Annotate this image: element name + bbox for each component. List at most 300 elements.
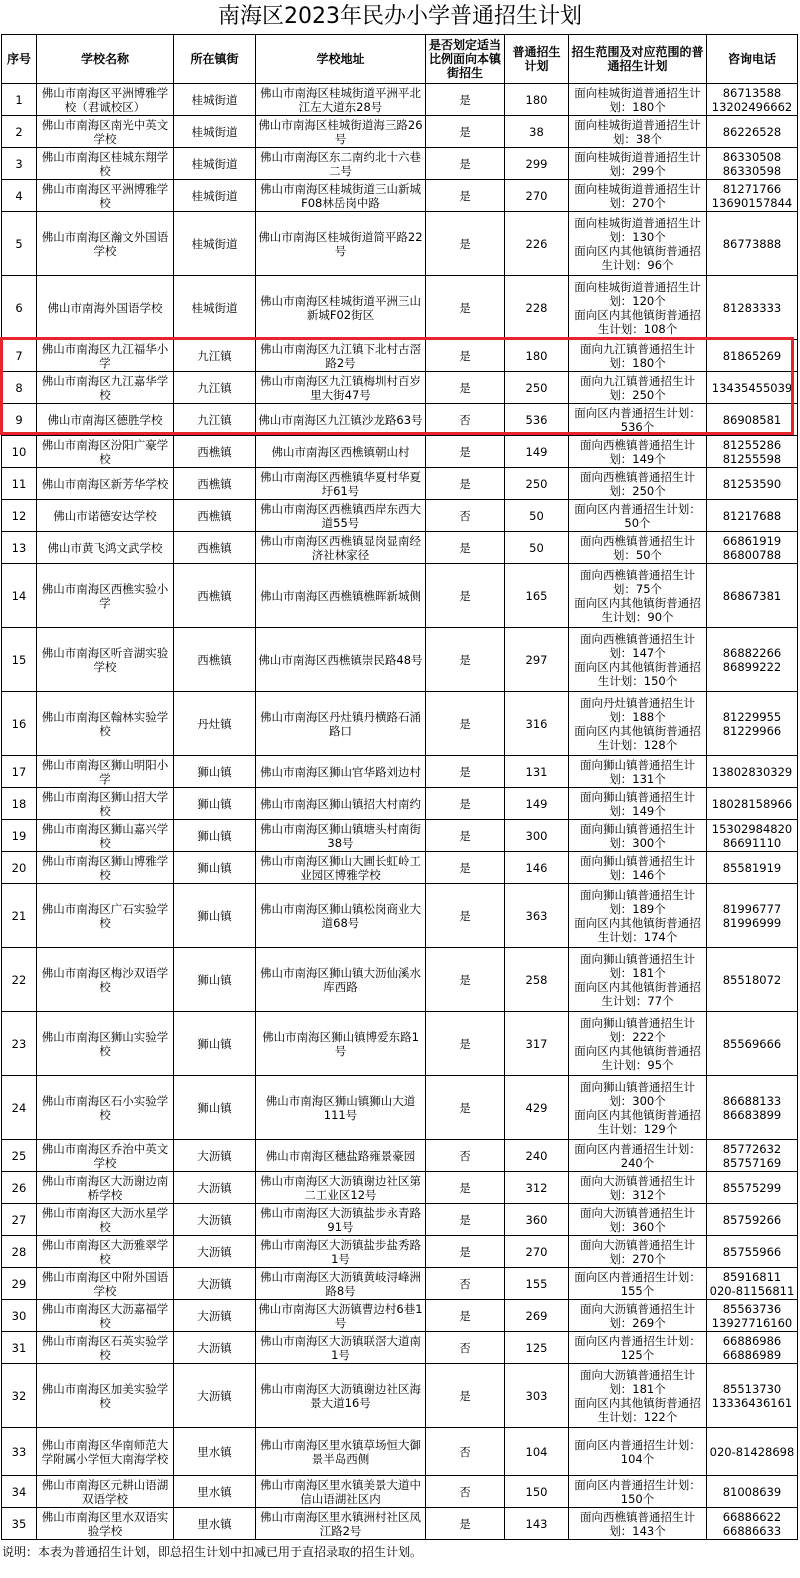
cell-no: 14	[2, 564, 37, 628]
cell-address: 佛山市南海区狮山镇松岗商业大道68号	[256, 884, 426, 948]
cell-scope: 面向区内普通招生计划：240个	[569, 1140, 707, 1172]
cell-no: 24	[2, 1076, 37, 1140]
cell-plan: 269	[505, 1300, 569, 1332]
cell-school-name: 佛山市南海区平洲博雅学校（君诚校区）	[37, 84, 174, 116]
cell-scope: 面向西樵镇普通招生计划：250个	[569, 468, 707, 500]
cell-local-ratio: 是	[426, 1204, 505, 1236]
cell-scope: 面向九江镇普通招生计划：180个	[569, 340, 707, 372]
cell-school-name: 佛山市南海区华南师范大学附属小学恒大南海学校	[37, 1428, 174, 1476]
cell-phone: 85916811 020-81156811	[707, 1268, 798, 1300]
cell-plan: 317	[505, 1012, 569, 1076]
cell-plan: 143	[505, 1508, 569, 1540]
cell-phone: 13802830329	[707, 756, 798, 788]
cell-scope: 面向区内普通招生计划：150个	[569, 1476, 707, 1508]
cell-address: 佛山市南海区穗盐路雍景豪园	[256, 1140, 426, 1172]
cell-plan: 250	[505, 468, 569, 500]
table-row	[2, 468, 798, 500]
cell-plan: 360	[505, 1204, 569, 1236]
cell-no: 7	[2, 340, 37, 372]
cell-plan: 303	[505, 1364, 569, 1428]
table-row	[2, 820, 798, 852]
table-row	[2, 788, 798, 820]
cell-school-name: 佛山市南海区德胜学校	[37, 404, 174, 436]
cell-scope: 面向西樵镇普通招生计划：149个	[569, 436, 707, 468]
table-row	[2, 1508, 798, 1540]
cell-school-name: 佛山市南海区听音湖实验学校	[37, 628, 174, 692]
cell-plan: 300	[505, 820, 569, 852]
cell-address: 佛山市南海区大沥镇曹边村6巷1号	[256, 1300, 426, 1332]
cell-no: 15	[2, 628, 37, 692]
cell-school-name: 佛山市南海区里水双语实验学校	[37, 1508, 174, 1540]
cell-town: 狮山镇	[174, 788, 256, 820]
table-row	[2, 1268, 798, 1300]
cell-school-name: 佛山市南海区加美实验学校	[37, 1364, 174, 1428]
cell-local-ratio: 是	[426, 1508, 505, 1540]
cell-address: 佛山市南海区西樵镇显岗显南经济社林家径	[256, 532, 426, 564]
table-row	[2, 340, 798, 372]
cell-local-ratio: 是	[426, 692, 505, 756]
page-title: 南海区2023年民办小学普通招生计划	[218, 4, 582, 29]
cell-local-ratio: 是	[426, 84, 505, 116]
header-town: 所在镇街	[174, 35, 256, 84]
cell-school-name: 佛山市南海区狮山嘉兴学校	[37, 820, 174, 852]
cell-plan: 149	[505, 436, 569, 468]
cell-no: 18	[2, 788, 37, 820]
cell-address: 佛山市南海区桂城街道平洲三山新城F02街区	[256, 276, 426, 340]
cell-phone: 85563736 13927716160	[707, 1300, 798, 1332]
cell-local-ratio: 是	[426, 1012, 505, 1076]
cell-town: 大沥镇	[174, 1300, 256, 1332]
cell-address: 佛山市南海区狮山镇大沥仙溪水库西路	[256, 948, 426, 1012]
cell-plan: 312	[505, 1172, 569, 1204]
cell-scope: 面向大沥镇普通招生计划：270个	[569, 1236, 707, 1268]
cell-school-name: 佛山市南海区石小实验学校	[37, 1076, 174, 1140]
cell-school-name: 佛山市南海区南光中英文学校	[37, 116, 174, 148]
cell-phone: 81253590	[707, 468, 798, 500]
cell-scope: 面向区内普通招生计划：125个	[569, 1332, 707, 1364]
cell-phone: 85513730 13336436161	[707, 1364, 798, 1428]
cell-local-ratio: 是	[426, 820, 505, 852]
cell-plan: 50	[505, 532, 569, 564]
cell-school-name: 佛山市南海区大沥嘉福学校	[37, 1300, 174, 1332]
cell-scope: 面向区内普通招生计划：104个	[569, 1428, 707, 1476]
cell-plan: 125	[505, 1332, 569, 1364]
cell-scope: 面向桂城街道普通招生计划：120个 面向区内其他镇街普通招生计划：108个	[569, 276, 707, 340]
cell-address: 佛山市南海区桂城街道三山新城F08林岳岗中路	[256, 180, 426, 212]
cell-phone: 66861919 86800788	[707, 532, 798, 564]
cell-no: 25	[2, 1140, 37, 1172]
cell-school-name: 佛山市黄飞鸿文武学校	[37, 532, 174, 564]
cell-local-ratio: 是	[426, 1076, 505, 1140]
table-row	[2, 404, 798, 436]
cell-address: 佛山市南海区桂城街道简平路22号	[256, 212, 426, 276]
table-row	[2, 116, 798, 148]
table-row	[2, 372, 798, 404]
cell-plan: 104	[505, 1428, 569, 1476]
cell-town: 大沥镇	[174, 1172, 256, 1204]
cell-address: 佛山市南海区里水镇洲村社区凤江路2号	[256, 1508, 426, 1540]
cell-scope: 面向西樵镇普通招生计划：75个 面向区内其他镇街普通招生计划：90个	[569, 564, 707, 628]
cell-address: 佛山市南海区西樵镇朝山村	[256, 436, 426, 468]
cell-phone: 86226528	[707, 116, 798, 148]
cell-phone: 81283333	[707, 276, 798, 340]
cell-phone: 86330508 86330598	[707, 148, 798, 180]
cell-phone: 86867381	[707, 564, 798, 628]
cell-scope: 面向大沥镇普通招生计划：360个	[569, 1204, 707, 1236]
cell-plan: 180	[505, 84, 569, 116]
cell-address: 佛山市南海区九江镇梅圳村百岁里大街47号	[256, 372, 426, 404]
cell-school-name: 佛山市南海区汾阳广豪学校	[37, 436, 174, 468]
cell-local-ratio: 是	[426, 180, 505, 212]
table-row	[2, 84, 798, 116]
cell-school-name: 佛山市南海区狮山实验学校	[37, 1012, 174, 1076]
cell-no: 28	[2, 1236, 37, 1268]
cell-school-name: 佛山市南海区九江嘉华学校	[37, 372, 174, 404]
header-local-ratio: 是否划定适当比例面向本镇街招生	[426, 35, 505, 84]
cell-address: 佛山市南海区大沥镇盐步盐秀路1号	[256, 1236, 426, 1268]
cell-phone: 86908581	[707, 404, 798, 436]
cell-town: 西樵镇	[174, 500, 256, 532]
cell-address: 佛山市南海区西樵镇西岸东西大道55号	[256, 500, 426, 532]
cell-local-ratio: 是	[426, 852, 505, 884]
cell-town: 西樵镇	[174, 436, 256, 468]
cell-no: 22	[2, 948, 37, 1012]
cell-no: 4	[2, 180, 37, 212]
cell-scope: 面向大沥镇普通招生计划：312个	[569, 1172, 707, 1204]
cell-scope: 面向狮山镇普通招生计划：189个 面向区内其他镇街普通招生计划：174个	[569, 884, 707, 948]
cell-phone: 81271766 13690157844	[707, 180, 798, 212]
cell-phone: 81217688	[707, 500, 798, 532]
cell-school-name: 佛山市南海区西樵实验小学	[37, 564, 174, 628]
cell-phone: 86773888	[707, 212, 798, 276]
cell-phone: 81229955 81229966	[707, 692, 798, 756]
cell-no: 10	[2, 436, 37, 468]
cell-local-ratio: 是	[426, 1364, 505, 1428]
cell-plan: 316	[505, 692, 569, 756]
cell-town: 狮山镇	[174, 852, 256, 884]
cell-scope: 面向区内普通招生计划：50个	[569, 500, 707, 532]
cell-no: 5	[2, 212, 37, 276]
cell-address: 佛山市南海区狮山镇狮山大道111号	[256, 1076, 426, 1140]
cell-phone: 85569666	[707, 1012, 798, 1076]
cell-plan: 150	[505, 1476, 569, 1508]
cell-no: 2	[2, 116, 37, 148]
cell-phone: 85575299	[707, 1172, 798, 1204]
cell-school-name: 佛山市南海区乔治中英文学校	[37, 1140, 174, 1172]
cell-town: 狮山镇	[174, 884, 256, 948]
cell-school-name: 佛山市南海区中附外国语学校	[37, 1268, 174, 1300]
cell-no: 21	[2, 884, 37, 948]
cell-town: 桂城街道	[174, 116, 256, 148]
cell-no: 9	[2, 404, 37, 436]
cell-town: 九江镇	[174, 340, 256, 372]
cell-plan: 180	[505, 340, 569, 372]
cell-phone: 81008639	[707, 1476, 798, 1508]
header-school-name: 学校名称	[37, 35, 174, 84]
table-header-row	[2, 35, 798, 84]
table-row	[2, 436, 798, 468]
cell-no: 13	[2, 532, 37, 564]
cell-address: 佛山市南海区狮山镇塘头村南街38号	[256, 820, 426, 852]
cell-no: 26	[2, 1172, 37, 1204]
table-row	[2, 1204, 798, 1236]
table-row	[2, 852, 798, 884]
cell-no: 33	[2, 1428, 37, 1476]
cell-scope: 面向狮山镇普通招生计划：300个 面向区内其他镇街普通招生计划：129个	[569, 1076, 707, 1140]
cell-no: 23	[2, 1012, 37, 1076]
cell-local-ratio: 是	[426, 788, 505, 820]
cell-local-ratio: 是	[426, 468, 505, 500]
table-row	[2, 1172, 798, 1204]
table-row	[2, 148, 798, 180]
cell-school-name: 佛山市南海区狮山博雅学校	[37, 852, 174, 884]
cell-phone: 66886622 66886633	[707, 1508, 798, 1540]
cell-local-ratio: 否	[426, 1428, 505, 1476]
enrollment-table	[1, 34, 798, 1540]
cell-phone: 13435455039	[707, 372, 798, 404]
cell-school-name: 佛山市南海区瀚文外国语学校	[37, 212, 174, 276]
cell-plan: 270	[505, 180, 569, 212]
cell-town: 桂城街道	[174, 276, 256, 340]
cell-no: 32	[2, 1364, 37, 1428]
cell-address: 佛山市南海区桂城街道海三路26号	[256, 116, 426, 148]
cell-address: 佛山市南海区狮山大圃长虹岭工业园区博雅学校	[256, 852, 426, 884]
cell-town: 九江镇	[174, 372, 256, 404]
cell-address: 佛山市南海区里水镇草场恒大御景半岛西侧	[256, 1428, 426, 1476]
cell-local-ratio: 是	[426, 1300, 505, 1332]
cell-plan: 258	[505, 948, 569, 1012]
table-row	[2, 1076, 798, 1140]
cell-plan: 228	[505, 276, 569, 340]
cell-address: 佛山市南海区大沥镇盐步永青路91号	[256, 1204, 426, 1236]
cell-no: 3	[2, 148, 37, 180]
cell-school-name: 佛山市南海区九江福华小学	[37, 340, 174, 372]
cell-town: 大沥镇	[174, 1236, 256, 1268]
cell-scope: 面向大沥镇普通招生计划：269个	[569, 1300, 707, 1332]
table-body	[2, 84, 798, 1540]
cell-school-name: 佛山市诺德安达学校	[37, 500, 174, 532]
cell-scope: 面向狮山镇普通招生计划：149个	[569, 788, 707, 820]
table-row	[2, 1300, 798, 1332]
table-row	[2, 564, 798, 628]
cell-address: 佛山市南海区九江镇下北村古滘路2号	[256, 340, 426, 372]
table-row	[2, 532, 798, 564]
cell-town: 桂城街道	[174, 84, 256, 116]
cell-no: 12	[2, 500, 37, 532]
cell-plan: 38	[505, 116, 569, 148]
cell-phone: 15302984820 86691110	[707, 820, 798, 852]
cell-town: 丹灶镇	[174, 692, 256, 756]
cell-local-ratio: 是	[426, 628, 505, 692]
cell-scope: 面向桂城街道普通招生计划：38个	[569, 116, 707, 148]
cell-address: 佛山市南海区丹灶镇丹横路石涌路口	[256, 692, 426, 756]
table-row	[2, 1140, 798, 1172]
cell-local-ratio: 是	[426, 884, 505, 948]
header-phone: 咨询电话	[707, 35, 798, 84]
cell-town: 大沥镇	[174, 1204, 256, 1236]
cell-school-name: 佛山市南海区狮山招大学校	[37, 788, 174, 820]
cell-school-name: 佛山市南海区狮山明阳小学	[37, 756, 174, 788]
cell-town: 桂城街道	[174, 212, 256, 276]
cell-no: 35	[2, 1508, 37, 1540]
cell-scope: 面向西樵镇普通招生计划：147个 面向区内其他镇街普通招生计划：150个	[569, 628, 707, 692]
cell-phone: 86688133 86683899	[707, 1076, 798, 1140]
cell-plan: 240	[505, 1140, 569, 1172]
table-row	[2, 212, 798, 276]
header-no: 序号	[2, 35, 37, 84]
cell-address: 佛山市南海区大沥镇谢边社区海景大道16号	[256, 1364, 426, 1428]
cell-town: 大沥镇	[174, 1364, 256, 1428]
cell-scope: 面向狮山镇普通招生计划：131个	[569, 756, 707, 788]
cell-town: 西樵镇	[174, 532, 256, 564]
cell-phone: 85759266	[707, 1204, 798, 1236]
cell-no: 19	[2, 820, 37, 852]
cell-school-name: 佛山市南海区大沥雅翠学校	[37, 1236, 174, 1268]
cell-town: 狮山镇	[174, 756, 256, 788]
cell-address: 佛山市南海区桂城街道平洲平北江左大道东28号	[256, 84, 426, 116]
table-row	[2, 692, 798, 756]
cell-address: 佛山市南海区狮山官华路刘边村	[256, 756, 426, 788]
cell-address: 佛山市南海区狮山镇招大村南约	[256, 788, 426, 820]
cell-scope: 面向桂城街道普通招生计划：299个	[569, 148, 707, 180]
cell-town: 大沥镇	[174, 1332, 256, 1364]
cell-local-ratio: 是	[426, 340, 505, 372]
cell-no: 29	[2, 1268, 37, 1300]
cell-phone: 85581919	[707, 852, 798, 884]
cell-local-ratio: 否	[426, 404, 505, 436]
cell-local-ratio: 是	[426, 564, 505, 628]
cell-no: 31	[2, 1332, 37, 1364]
cell-school-name: 佛山市南海区石英实验学校	[37, 1332, 174, 1364]
cell-plan: 429	[505, 1076, 569, 1140]
cell-plan: 270	[505, 1236, 569, 1268]
cell-local-ratio: 是	[426, 116, 505, 148]
cell-address: 佛山市南海区狮山镇博爱东路1号	[256, 1012, 426, 1076]
table-row	[2, 500, 798, 532]
cell-local-ratio: 是	[426, 756, 505, 788]
cell-no: 17	[2, 756, 37, 788]
cell-scope: 面向区内普通招生计划：155个	[569, 1268, 707, 1300]
table-row	[2, 628, 798, 692]
cell-no: 1	[2, 84, 37, 116]
cell-address: 佛山市南海区东二南约北十六巷二号	[256, 148, 426, 180]
cell-plan: 299	[505, 148, 569, 180]
cell-town: 桂城街道	[174, 148, 256, 180]
cell-no: 8	[2, 372, 37, 404]
cell-no: 30	[2, 1300, 37, 1332]
cell-address: 佛山市南海区大沥镇黄岐浔峰洲路8号	[256, 1268, 426, 1300]
cell-phone: 85755966	[707, 1236, 798, 1268]
cell-town: 里水镇	[174, 1508, 256, 1540]
cell-local-ratio: 否	[426, 1476, 505, 1508]
cell-address: 佛山市南海区西樵镇崇民路48号	[256, 628, 426, 692]
cell-address: 佛山市南海区里水镇美景大道中信山语湖社区内	[256, 1476, 426, 1508]
cell-town: 西樵镇	[174, 468, 256, 500]
cell-scope: 面向狮山镇普通招生计划：300个	[569, 820, 707, 852]
cell-plan: 165	[505, 564, 569, 628]
cell-no: 16	[2, 692, 37, 756]
table-row	[2, 1332, 798, 1364]
cell-town: 大沥镇	[174, 1268, 256, 1300]
cell-phone: 86713588 13202496662	[707, 84, 798, 116]
cell-scope: 面向区内普通招生计划：536个	[569, 404, 707, 436]
header-scope: 招生范围及对应范围的普通招生计划	[569, 35, 707, 84]
cell-phone: 020-81428698	[707, 1428, 798, 1476]
cell-scope: 面向桂城街道普通招生计划：180个	[569, 84, 707, 116]
cell-scope: 面向桂城街道普通招生计划：130个 面向区内其他镇街普通招生计划：96个	[569, 212, 707, 276]
cell-school-name: 佛山市南海区广石实验学校	[37, 884, 174, 948]
cell-phone: 86882266 86899222	[707, 628, 798, 692]
cell-local-ratio: 否	[426, 500, 505, 532]
footnote: 说明：本表为普通招生计划，即总招生计划中扣减已用于直招录取的招生计划。	[2, 1545, 423, 1559]
cell-local-ratio: 是	[426, 212, 505, 276]
cell-school-name: 佛山市南海区大沥谢边南桥学校	[37, 1172, 174, 1204]
cell-town: 西樵镇	[174, 628, 256, 692]
cell-local-ratio: 否	[426, 1140, 505, 1172]
cell-no: 20	[2, 852, 37, 884]
cell-local-ratio: 是	[426, 276, 505, 340]
cell-school-name: 佛山市南海区翰林实验学校	[37, 692, 174, 756]
cell-plan: 131	[505, 756, 569, 788]
cell-no: 6	[2, 276, 37, 340]
cell-scope: 面向大沥镇普通招生计划：181个 面向区内其他镇街普通招生计划：122个	[569, 1364, 707, 1428]
cell-town: 狮山镇	[174, 1076, 256, 1140]
cell-no: 27	[2, 1204, 37, 1236]
cell-scope: 面向西樵镇普通招生计划：50个	[569, 532, 707, 564]
cell-scope: 面向九江镇普通招生计划：250个	[569, 372, 707, 404]
cell-town: 桂城街道	[174, 180, 256, 212]
cell-town: 狮山镇	[174, 820, 256, 852]
cell-phone: 85772632 85757169	[707, 1140, 798, 1172]
table-row	[2, 1428, 798, 1476]
cell-phone: 81865269	[707, 340, 798, 372]
cell-no: 11	[2, 468, 37, 500]
cell-local-ratio: 是	[426, 948, 505, 1012]
cell-address: 佛山市南海区大沥镇联滘大道南1号	[256, 1332, 426, 1364]
cell-no: 34	[2, 1476, 37, 1508]
cell-local-ratio: 是	[426, 436, 505, 468]
cell-town: 狮山镇	[174, 1012, 256, 1076]
cell-scope: 面向桂城街道普通招生计划：270个	[569, 180, 707, 212]
cell-school-name: 佛山市南海外国语学校	[37, 276, 174, 340]
cell-school-name: 佛山市南海区平洲博雅学校	[37, 180, 174, 212]
header-plan: 普通招生计划	[505, 35, 569, 84]
cell-plan: 146	[505, 852, 569, 884]
cell-local-ratio: 是	[426, 1172, 505, 1204]
table-row	[2, 276, 798, 340]
cell-town: 里水镇	[174, 1428, 256, 1476]
cell-local-ratio: 否	[426, 1268, 505, 1300]
table-row	[2, 180, 798, 212]
cell-address: 佛山市南海区九江镇沙龙路63号	[256, 404, 426, 436]
cell-scope: 面向狮山镇普通招生计划：222个 面向区内其他镇街普通招生计划：95个	[569, 1012, 707, 1076]
cell-plan: 155	[505, 1268, 569, 1300]
table-row	[2, 1476, 798, 1508]
header-address: 学校地址	[256, 35, 426, 84]
cell-scope: 面向狮山镇普通招生计划：181个 面向区内其他镇街普通招生计划：77个	[569, 948, 707, 1012]
cell-local-ratio: 是	[426, 148, 505, 180]
cell-scope: 面向狮山镇普通招生计划：146个	[569, 852, 707, 884]
cell-school-name: 佛山市南海区桂城东翔学校	[37, 148, 174, 180]
cell-school-name: 佛山市南海区新芳华学校	[37, 468, 174, 500]
cell-phone: 85518072	[707, 948, 798, 1012]
cell-town: 里水镇	[174, 1476, 256, 1508]
cell-local-ratio: 否	[426, 1332, 505, 1364]
cell-school-name: 佛山市南海区梅沙双语学校	[37, 948, 174, 1012]
cell-town: 西樵镇	[174, 564, 256, 628]
cell-address: 佛山市南海区西樵镇樵晖新城侧	[256, 564, 426, 628]
cell-phone: 18028158966	[707, 788, 798, 820]
